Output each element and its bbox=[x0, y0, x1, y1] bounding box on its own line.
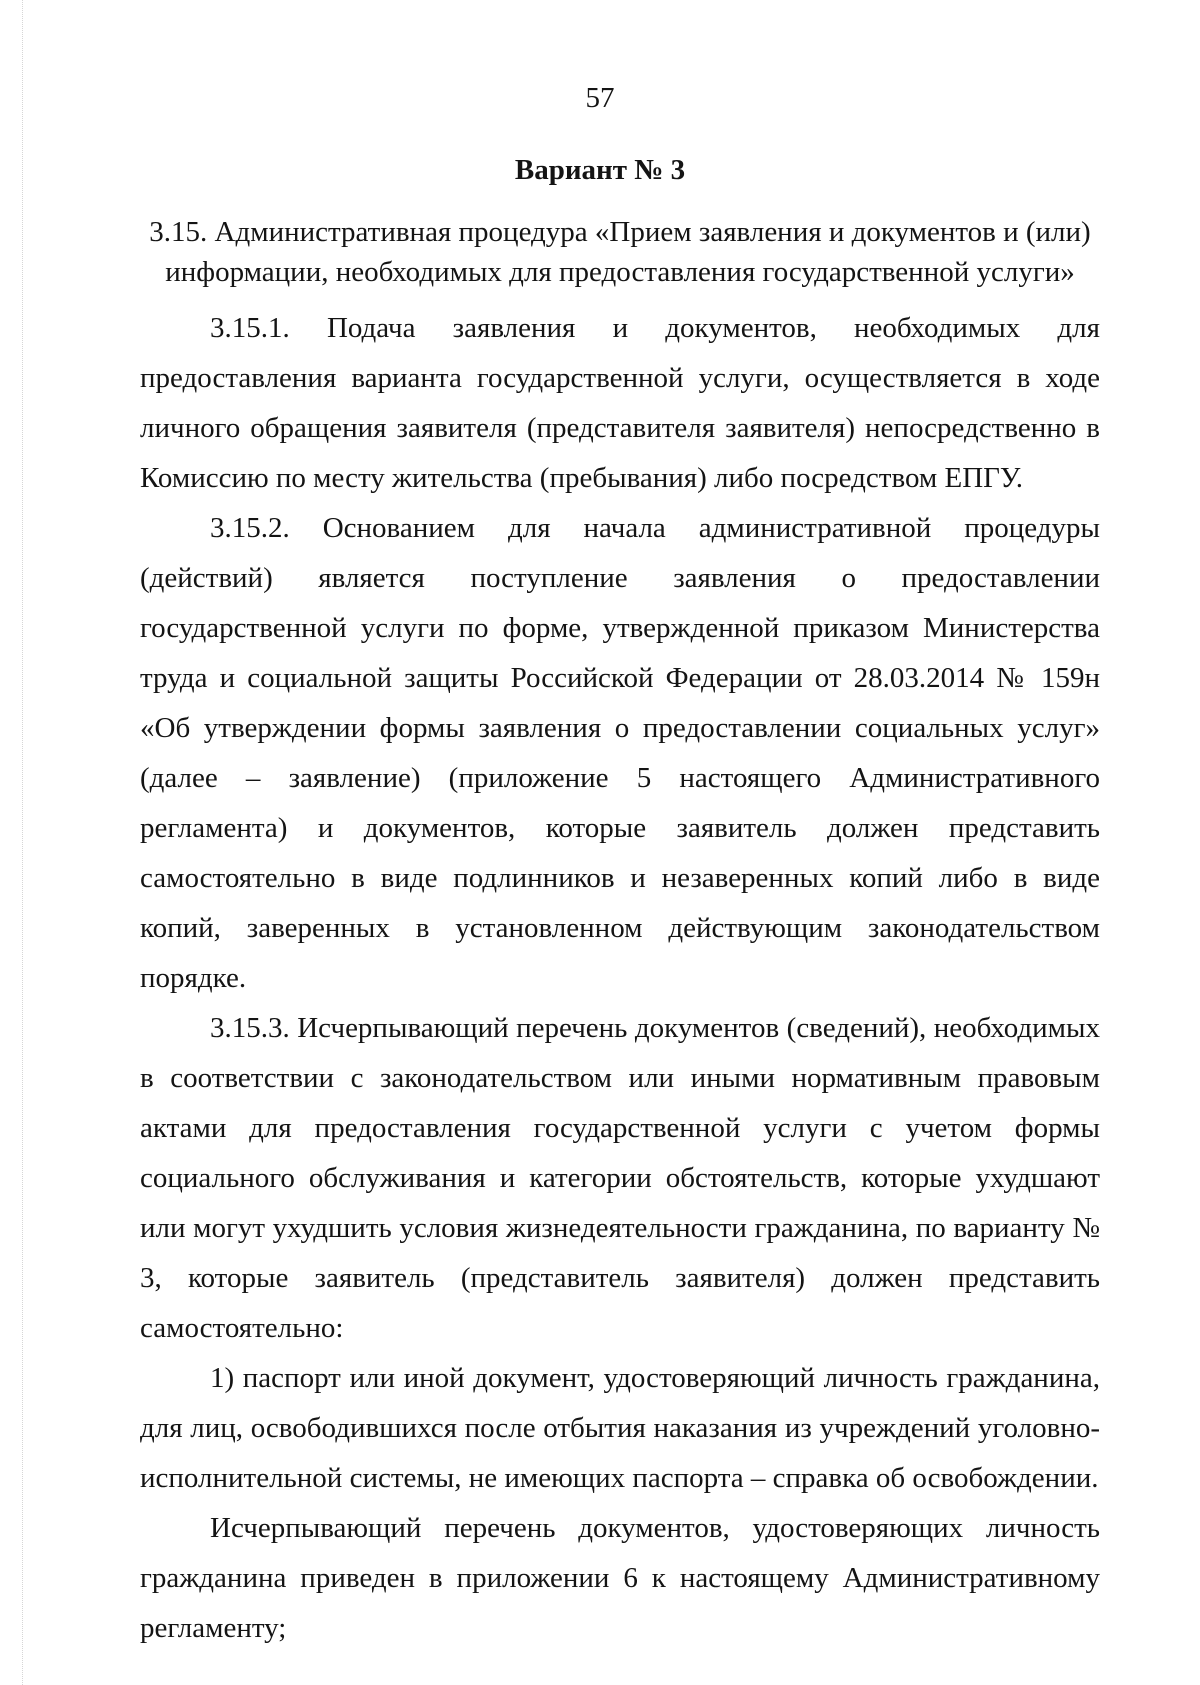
scan-edge-line bbox=[22, 0, 23, 1685]
page-number: 57 bbox=[585, 82, 615, 114]
paragraph-note: Исчерпывающий перечень документов, удостоверяющих личность гражданина приведен в приложении 6 к настоящему Административному регламенту; bbox=[140, 1512, 1100, 1644]
list-item-1: 1) паспорт или иной документ, удостоверяющий личность гражданина, для лиц, освободившихся после отбытия наказания из учреждений уголовно-исполнительной системы, не имеющих паспорта – справка об освобождении. bbox=[140, 1362, 1100, 1494]
variant-title: Вариант № 3 bbox=[514, 154, 686, 186]
section-heading: 3.15. Административная процедура «Прием заявления и документов и (или) информации, необходимых для предоставления государственной услуги» bbox=[149, 216, 1091, 288]
document-body bbox=[140, 303, 1100, 1653]
paragraph-3-15-1: 3.15.1. Подача заявления и документов, необходимых для предоставления варианта государственной услуги, осуществляется в ходе личного обращения заявителя (представителя заявителя) непосредственно в Комиссию по месту жительства (пребывания) либо посредством ЕПГУ. bbox=[140, 312, 1100, 494]
paragraph-3-15-2: 3.15.2. Основанием для начала административной процедуры (действий) является поступление заявления о предоставлении государственной услуги по форме, утвержденной приказом Министерства труда и социальной защиты Российской Федерации от 28.03.2014 № 159н «Об утверждении формы заявления о предоставлении социальных услуг» (далее – заявление) (приложение 5 настоящего Административного регламента) и документов, которые заявитель должен представить самостоятельно в виде подлинников и незаверенных копий либо в виде копий, заверенных в установленном действующим законодательством порядке. bbox=[140, 512, 1100, 994]
paragraph-3-15-3: 3.15.3. Исчерпывающий перечень документов (сведений), необходимых в соответствии с законодательством или иными нормативным правовым актами для предоставления государственной услуги с учетом формы социального обслуживания и категории обстоятельств, которые ухудшают или могут ухудшить условия жизнедеятельности гражданина, по варианту № 3, которые заявитель (представитель заявителя) должен представить самостоятельно: bbox=[140, 1012, 1100, 1344]
